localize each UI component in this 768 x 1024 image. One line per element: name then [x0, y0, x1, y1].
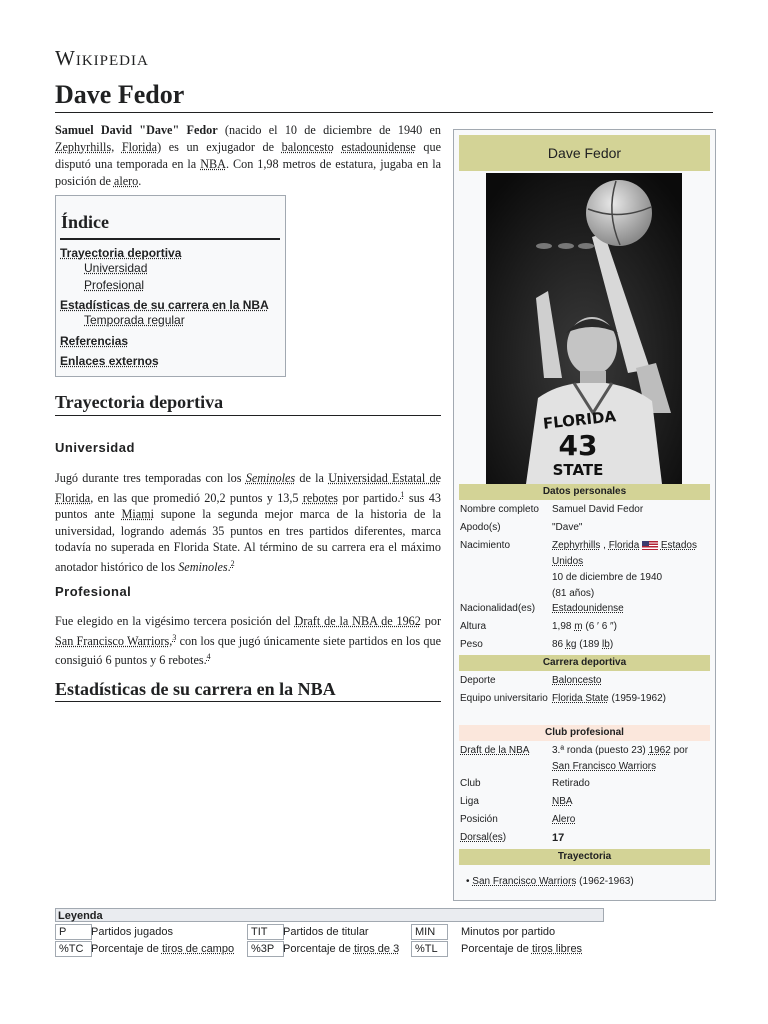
section-carrera-deportiva: Carrera deportiva	[459, 655, 710, 671]
link-baloncesto[interactable]: Baloncesto	[552, 675, 602, 686]
equipo-years: (1959-1962)	[608, 693, 666, 704]
toc-item-universidad[interactable]: Universidad	[84, 261, 148, 275]
para-text: Jugó durante tres temporadas con los	[55, 471, 246, 485]
toc-divider	[60, 238, 280, 240]
label-dorsal	[460, 830, 550, 845]
legend-desc: Partidos jugados	[91, 926, 173, 938]
link-zephyrhills[interactable]: Zephyrhills	[552, 540, 601, 551]
legend-code: TIT	[247, 924, 284, 940]
link-zephyrhills[interactable]: Zephyrhills	[55, 140, 112, 154]
draft-text: por	[670, 745, 689, 756]
link-tiros-libres[interactable]: tiros libres	[531, 943, 583, 955]
heading-profesional: Profesional	[55, 584, 132, 599]
label-altura: Altura	[460, 621, 487, 632]
reference-1[interactable]: 1	[400, 489, 405, 499]
wikipedia-logo[interactable]: Wikipedia	[55, 46, 149, 70]
para-text: con los que jugó únicamente siete partidos en los que consiguió 6 puntos y 6 rebotes.	[55, 633, 441, 668]
infobox	[453, 129, 716, 901]
intro-text: ,	[111, 140, 122, 154]
label-posicion: Posición	[460, 814, 498, 825]
infobox-title: Dave Fedor	[459, 135, 710, 171]
para-text: .	[227, 559, 231, 574]
link-tiros-de-campo[interactable]: tiros de campo	[161, 943, 235, 955]
link-san-francisco-warriors[interactable]: San Francisco Warriors	[55, 633, 170, 648]
para-text: de la	[295, 471, 329, 485]
label-nacimiento: Nacimiento	[460, 540, 511, 551]
reference-2[interactable]: 2	[230, 558, 235, 568]
para-text: supone la segunda mejor marca de la historia de la universidad, logrando además 35 puntos en tres partidos diferentes, marca todavía no superada en Florida State. Al término de su carrera era el máximo anotador histórico de los	[55, 507, 441, 574]
legend-code: %3P	[247, 941, 284, 957]
para-text: , en las que promedió 20,2 puntos y 13,5	[90, 490, 303, 505]
link-universidad-florida[interactable]: Universidad Estatal de Florida	[55, 471, 441, 505]
heading-estadisticas: Estadísticas de su carrera en la NBA	[55, 679, 336, 699]
link-lb[interactable]: lb	[602, 639, 610, 650]
reference-4[interactable]: 4	[206, 652, 211, 662]
legend-desc: Minutos por partido	[461, 926, 556, 938]
intro-bold-name: Samuel David "Dave" Fedor	[55, 123, 218, 137]
link-estados-unidos[interactable]: Estados Unidos	[552, 540, 697, 567]
value-deporte	[552, 673, 708, 689]
link-dorsal[interactable]: Dorsal(es)	[460, 832, 507, 843]
link-san-francisco-warriors[interactable]: San Francisco Warriors	[472, 876, 577, 887]
value-altura	[552, 619, 708, 635]
weight-imperial: )	[609, 639, 614, 650]
para-text: por	[420, 614, 442, 628]
link-kg[interactable]: kg	[565, 639, 577, 650]
value-posicion	[552, 812, 708, 828]
para-text: ,	[169, 633, 173, 648]
intro-text: que disputó una temporada en la	[55, 140, 442, 171]
toc-item-trayectoria[interactable]: Trayectoria deportiva	[60, 246, 182, 260]
universidad-paragraph	[55, 470, 441, 575]
legend-desc	[283, 941, 399, 957]
legend-desc-text: Porcentaje de	[91, 943, 162, 955]
height-imperial: (6 ′ 6 ″)	[585, 621, 617, 632]
label-liga: Liga	[460, 796, 479, 807]
section-club-profesional: Club profesional	[459, 725, 710, 741]
toc-item-estadisticas[interactable]: Estadísticas de su carrera en la NBA	[60, 298, 269, 312]
link-baloncesto[interactable]: baloncesto	[281, 140, 334, 154]
legend-desc	[461, 941, 582, 957]
value-apodo: "Dave"	[552, 522, 583, 533]
draft-text: 3.ª ronda (puesto 23)	[552, 745, 649, 756]
label-equipo: Equipo universitario	[460, 693, 548, 704]
link-san-francisco-warriors[interactable]: San Francisco Warriors	[552, 761, 657, 772]
intro-text: (nacido el 10 de diciembre de 1940 en	[217, 123, 441, 137]
link-florida-state[interactable]: Florida State	[552, 693, 609, 704]
page-title: Dave Fedor	[55, 80, 185, 109]
legend-code: %TC	[55, 941, 92, 957]
value-club: Retirado	[552, 778, 590, 789]
para-text: sus 43 puntos ante	[55, 490, 441, 522]
value-nacimiento	[552, 538, 708, 602]
table-of-contents	[55, 195, 286, 377]
intro-text: ) es un exjugador de	[157, 140, 282, 154]
legend-desc-text: Porcentaje de	[283, 943, 354, 955]
label-nombre: Nombre completo	[460, 504, 539, 515]
heading-universidad: Universidad	[55, 440, 135, 455]
legend-code: %TL	[411, 941, 448, 957]
jersey-text-state: STATE	[552, 461, 604, 479]
legend-code: MIN	[411, 924, 448, 940]
birth-date: 10 de diciembre de 1940	[552, 572, 663, 583]
intro-text: .	[138, 174, 142, 188]
separator: ,	[600, 540, 609, 551]
weight-imperial: (189	[579, 639, 603, 650]
us-flag-icon	[642, 541, 658, 550]
toc-item-temporada-regular[interactable]: Temporada regular	[84, 313, 185, 327]
bullet-icon: •	[466, 876, 470, 887]
link-estadounidense[interactable]: Estadounidense	[552, 603, 624, 614]
player-photo[interactable]	[486, 173, 682, 484]
toc-item-profesional[interactable]: Profesional	[84, 278, 145, 292]
link-florida[interactable]: Florida	[608, 540, 640, 551]
section-datos-personales: Datos personales	[459, 484, 710, 500]
link-nba[interactable]: NBA	[552, 796, 573, 807]
link-miami[interactable]: Miami	[121, 507, 154, 522]
heading-divider	[55, 701, 441, 702]
value-equipo	[552, 691, 708, 707]
toc-title: Índice	[61, 212, 110, 232]
para-text: Fue elegido en la vigésimo tercera posición del	[55, 614, 295, 628]
link-draft-nba[interactable]: Draft de la NBA	[460, 745, 530, 756]
link-estadounidense[interactable]: estadounidense	[341, 140, 416, 154]
section-trayectoria: Trayectoria	[459, 849, 710, 865]
legend-desc	[91, 941, 234, 957]
heading-trayectoria: Trayectoria deportiva	[55, 392, 224, 412]
label-peso: Peso	[460, 639, 483, 650]
legend-code: P	[55, 924, 92, 940]
link-tiros-de-3[interactable]: tiros de 3	[353, 943, 400, 955]
label-draft	[460, 743, 550, 758]
height-value: 1,98	[552, 621, 572, 632]
traj-years: (1962-1963)	[576, 876, 634, 887]
link-draft-1962[interactable]: Draft de la NBA de 1962	[294, 614, 421, 628]
value-draft	[552, 743, 708, 775]
intro-text: . Con 1,98 metros de estatura, jugaba en la posición de	[55, 157, 441, 188]
label-deporte: Deporte	[460, 675, 496, 686]
link-alero[interactable]: alero	[113, 174, 139, 188]
weight-value: 86	[552, 639, 564, 650]
label-apodo: Apodo(s)	[460, 522, 501, 533]
toc-item-referencias[interactable]: Referencias	[60, 334, 129, 348]
intro-paragraph	[55, 122, 441, 190]
profesional-paragraph	[55, 613, 441, 669]
link-seminoles[interactable]: Seminoles	[245, 471, 296, 485]
link-rebotes[interactable]: rebotes	[302, 490, 339, 505]
legend-desc: Partidos de titular	[283, 926, 369, 938]
value-nombre: Samuel David Fedor	[552, 504, 644, 515]
link-nba[interactable]: NBA	[200, 157, 226, 171]
label-nacionalidad: Nacionalidad(es)	[460, 603, 536, 614]
link-metro[interactable]: m	[574, 621, 583, 632]
trayectoria-list-item	[466, 876, 634, 887]
jersey-number: 43	[558, 429, 598, 462]
seminoles-italic: Seminoles	[178, 559, 228, 574]
toc-item-enlaces-externos[interactable]: Enlaces externos	[60, 354, 159, 368]
label-club: Club	[460, 778, 481, 789]
link-alero[interactable]: Alero	[552, 814, 576, 825]
value-nacionalidad	[552, 601, 708, 617]
para-text: por partido.	[338, 490, 401, 505]
legend-desc-text: Porcentaje de	[461, 943, 532, 955]
link-florida[interactable]: Florida	[121, 140, 158, 154]
age: (81 años)	[552, 588, 595, 599]
value-liga	[552, 794, 708, 810]
title-divider	[55, 112, 713, 113]
value-peso	[552, 637, 708, 653]
legend-title: Leyenda	[55, 908, 604, 922]
value-dorsal: 17	[552, 832, 565, 844]
jersey-text-florida: FLORIDA	[542, 407, 617, 433]
link-draft-1962[interactable]: 1962	[648, 745, 671, 756]
reference-3[interactable]: 3	[172, 632, 177, 642]
heading-divider	[55, 415, 441, 416]
